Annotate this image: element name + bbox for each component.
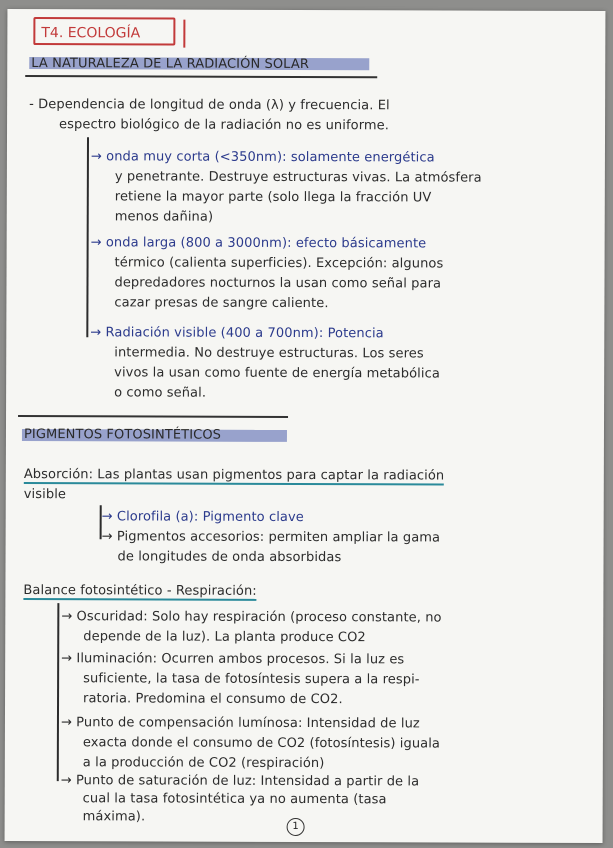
intro-line-2: espectro biológico de la radiación no es uniforme. [59,117,390,134]
oscuridad-line-1: → Oscuridad: Solo hay respiración (proceso constante, no [61,609,442,626]
item2-line-3: depredadores nocturnos la usan como señal para [114,275,442,292]
item3-line-1: → Radiación visible (400 a 700nm): Potencia [90,325,384,342]
intro-line-1: - Dependencia de longitud de onda (λ) y frecuencia. El [29,97,390,114]
iluminacion-line-1: → Iluminación: Ocurren ambos procesos. Si la luz es [61,651,405,668]
title-text: T4. ECOLOGÍA [41,25,141,42]
item3-line-3: vivos la usan como fuente de energía metabólica [114,365,440,382]
item2-line-2: térmico (calienta superficies). Excepción: algunos [114,255,444,272]
page-title [33,17,175,45]
pigmentos-accesorios-line-1: → Pigmentos accesorios: permiten ampliar la gama [101,529,441,546]
iluminacion-line-3: ratoria. Predomina el consumo de CO2. [83,691,343,708]
bracket-line [86,137,88,337]
heading-rule [25,75,377,78]
compensacion-line-1: → Punto de compensación lumínosa: Intensidad de luz [60,715,420,732]
item2-line-1: → onda larga (800 a 3000nm): efecto básicamente [90,235,427,252]
balance-heading: Balance fotosintético - Respiración: [23,583,257,599]
absorcion-line-1 [24,467,445,483]
title-bar [183,20,185,48]
item1-line-1: → onda muy corta (<350nm): solamente energética [90,149,435,166]
item1-line-2: y penetrante. Destruye estructuras vivas. La atmósfera [114,169,482,186]
iluminacion-line-2: suficiente, la tasa de fotosíntesis supera a la respi- [83,671,420,688]
section-heading-pigmentos: PIGMENTOS FOTOSINTÉTICOS [23,427,222,443]
saturacion-line-3: máxima). [82,809,146,825]
clorofila-line: → Clorofila (a): Pigmento clave [101,509,304,525]
saturacion-line-1: → Punto de saturación de luz: Intensidad a partir de la [60,773,420,790]
saturacion-line-2: cual la tasa fotosintética ya no aumenta (tasa [82,791,387,808]
compensacion-line-3: a la producción de CO2 (respiración) [82,755,325,772]
section2-rule-top [18,415,288,417]
notebook-page [5,9,606,843]
page-number: 1 [287,818,305,836]
absorcion-line-2: visible [23,487,67,503]
item1-line-4: menos dañina) [114,209,214,225]
item2-line-4: cazar presas de sangre caliente. [114,295,329,312]
item3-line-4: o como señal. [114,385,207,401]
item1-line-3: retiene la mayor parte (solo llega la fracción UV [114,189,432,206]
section-heading-radiacion: LA NATURALEZA DE LA RADIACIÓN SOLAR [31,56,309,73]
absorcion-text: Absorción: Las plantas usan pigmentos para captar la radiación [23,467,445,484]
balance-bracket [57,603,59,781]
item3-line-2: intermedia. No destruye estructuras. Los seres [114,345,424,362]
compensacion-line-2: exacta donde el consumo de CO2 (fotosíntesis) iguala [82,735,441,752]
oscuridad-line-2: depende de la luz). La planta produce CO2 [83,629,366,646]
pigmentos-accesorios-line-2: de longitudes de onda absorbidas [117,549,342,566]
balance-heading-row [23,583,256,599]
